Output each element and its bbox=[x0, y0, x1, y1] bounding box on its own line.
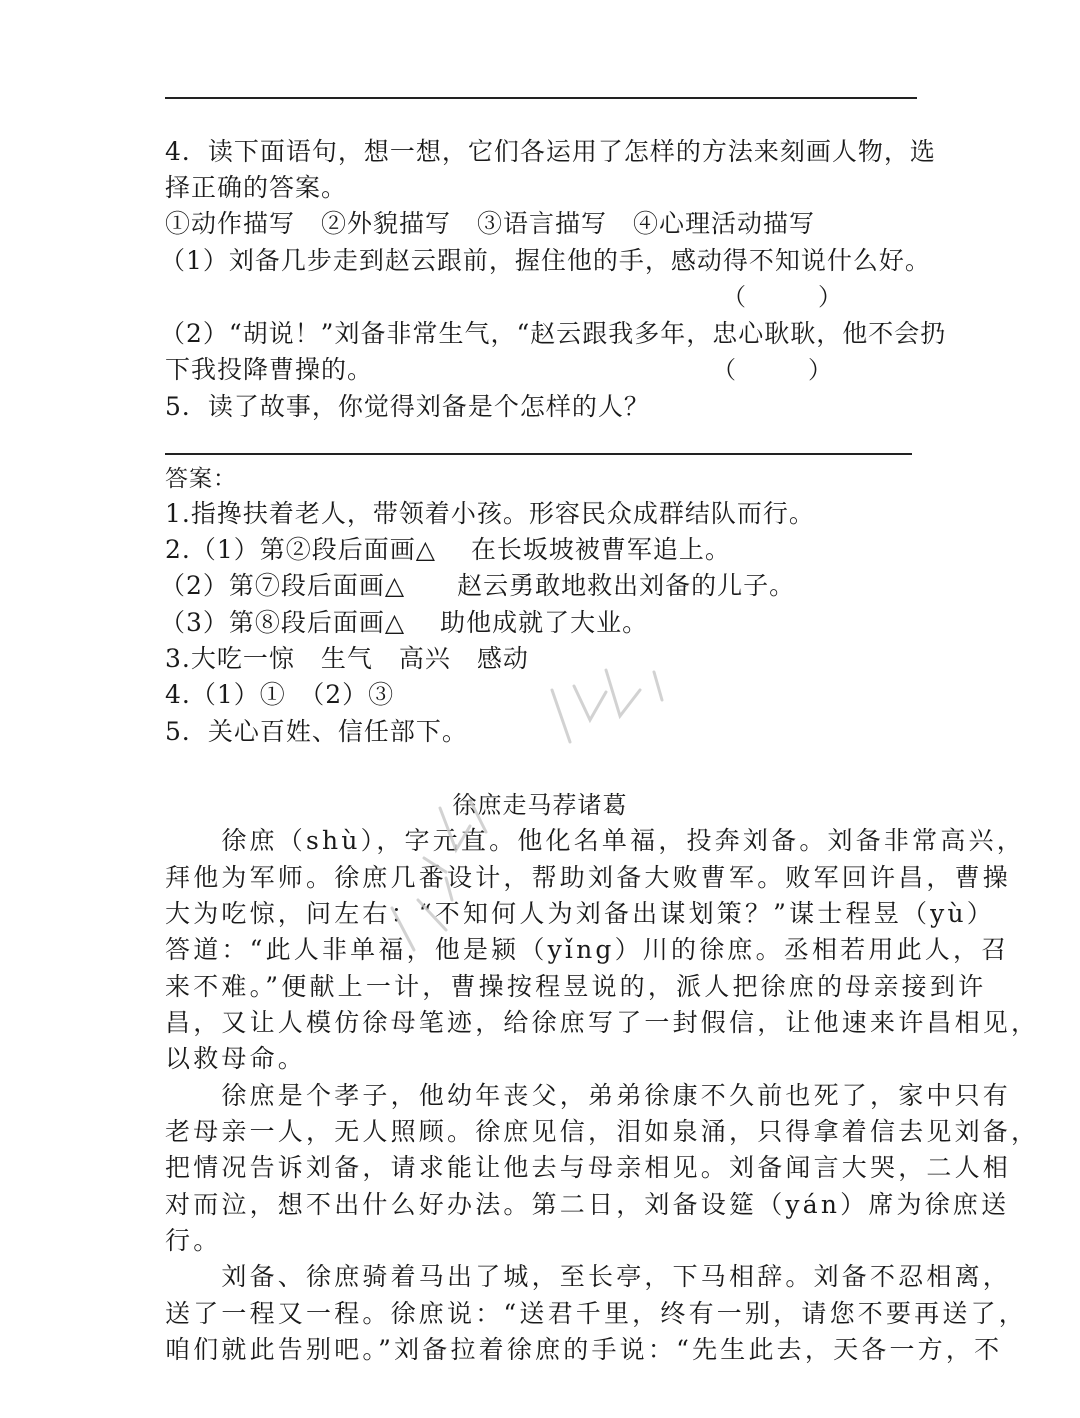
question-5: 5．读了故事，你觉得刘备是个怎样的人？ bbox=[165, 392, 650, 421]
answer-1: 1.指搀扶着老人，带领着小孩。形容民众成群结队而行。 bbox=[165, 499, 815, 528]
answer-parentheses-1: （ ） bbox=[722, 283, 842, 311]
question-4-line-1: 4．读下面语句，想一想，它们各运用了怎样的方法来刻画人物，选 bbox=[165, 137, 936, 166]
story-line-1: 徐庶（shù），字元直。他化名单福，投奔刘备。刘备非常高兴， bbox=[165, 826, 1025, 855]
question-4-item-1: （1）刘备几步走到赵云跟前，握住他的手，感动得不知说什么好。 bbox=[160, 246, 931, 275]
story-line-3: 大为吃惊，问左右：“不知何人为刘备出谋划策？”谋士程昱（yù） bbox=[165, 899, 995, 928]
story-line-15: 咱们就此告别吧。”刘备拉着徐庶的手说：“先生此去，天各一方，不 bbox=[165, 1335, 1003, 1364]
answer-4: 4.（1）① （2）③ bbox=[165, 680, 395, 709]
question-5-answer-line bbox=[165, 453, 912, 455]
answer-parentheses-2: （ ） bbox=[712, 356, 832, 384]
story-line-8: 徐庶是个孝子，他幼年丧父，弟弟徐康不久前也死了，家中只有 bbox=[165, 1081, 1012, 1110]
question-4-item-2-line-2: 下我投降曹操的。 bbox=[165, 355, 374, 384]
answer-2-2: （2）第⑦段后面画△ 赵云勇敢地救出刘备的儿子。 bbox=[160, 571, 796, 600]
story-line-12: 行。 bbox=[165, 1226, 222, 1255]
question-4-item-2-line-1: （2）“胡说！”刘备非常生气，“赵云跟我多年，忠心耿耿，他不会扔 bbox=[160, 319, 947, 348]
story-line-13: 刘备、徐庶骑着马出了城，至长亭，下马相辞。刘备不忍相离， bbox=[165, 1262, 1012, 1291]
answer-5: 5．关心百姓、信任部下。 bbox=[165, 717, 468, 746]
answer-3: 3.大吃一惊 生气 高兴 感动 bbox=[165, 644, 529, 673]
question-4-line-2: 择正确的答案。 bbox=[165, 173, 348, 202]
story-line-2: 拜他为军师。徐庶几番设计，帮助刘备大败曹军。败军回许昌，曹操 bbox=[165, 863, 1012, 892]
story-line-7: 以救母命。 bbox=[165, 1044, 307, 1073]
story-line-6: 昌，又让人模仿徐母笔迹，给徐庶写了一封假信，让他速来许昌相见， bbox=[165, 1008, 1040, 1037]
story-line-14: 送了一程又一程。徐庶说：“送君千里，终有一别，请您不要再送了， bbox=[165, 1299, 1027, 1328]
story-line-4: 答道：“此人非单福，他是颍（yǐng）川的徐庶。丞相若用此人，召 bbox=[165, 935, 1010, 964]
answers-heading: 答案： bbox=[165, 466, 237, 492]
top-answer-line bbox=[165, 97, 917, 99]
question-4-options: ①动作描写 ②外貌描写 ③语言描写 ④心理活动描写 bbox=[165, 209, 816, 238]
story-title: 徐庶走马荐诸葛 bbox=[452, 791, 628, 819]
story-line-9: 老母亲一人，无人照顾。徐庶见信，泪如泉涌，只得拿着信去见刘备， bbox=[165, 1117, 1040, 1146]
story-line-5: 来不难。”便献上一计，曹操按程昱说的，派人把徐庶的母亲接到许 bbox=[165, 972, 987, 1001]
answer-2-3: （3）第⑧段后面画△ 助他成就了大业。 bbox=[160, 608, 649, 637]
story-line-11: 对而泣，想不出什么好办法。第二日，刘备设筵（yán）席为徐庶送 bbox=[165, 1190, 1010, 1219]
answer-2-1: 2.（1）第②段后面画△ 在长坂坡被曹军追上。 bbox=[165, 535, 731, 564]
story-line-10: 把情况告诉刘备，请求能让他去与母亲相见。刘备闻言大哭，二人相 bbox=[165, 1153, 1012, 1182]
